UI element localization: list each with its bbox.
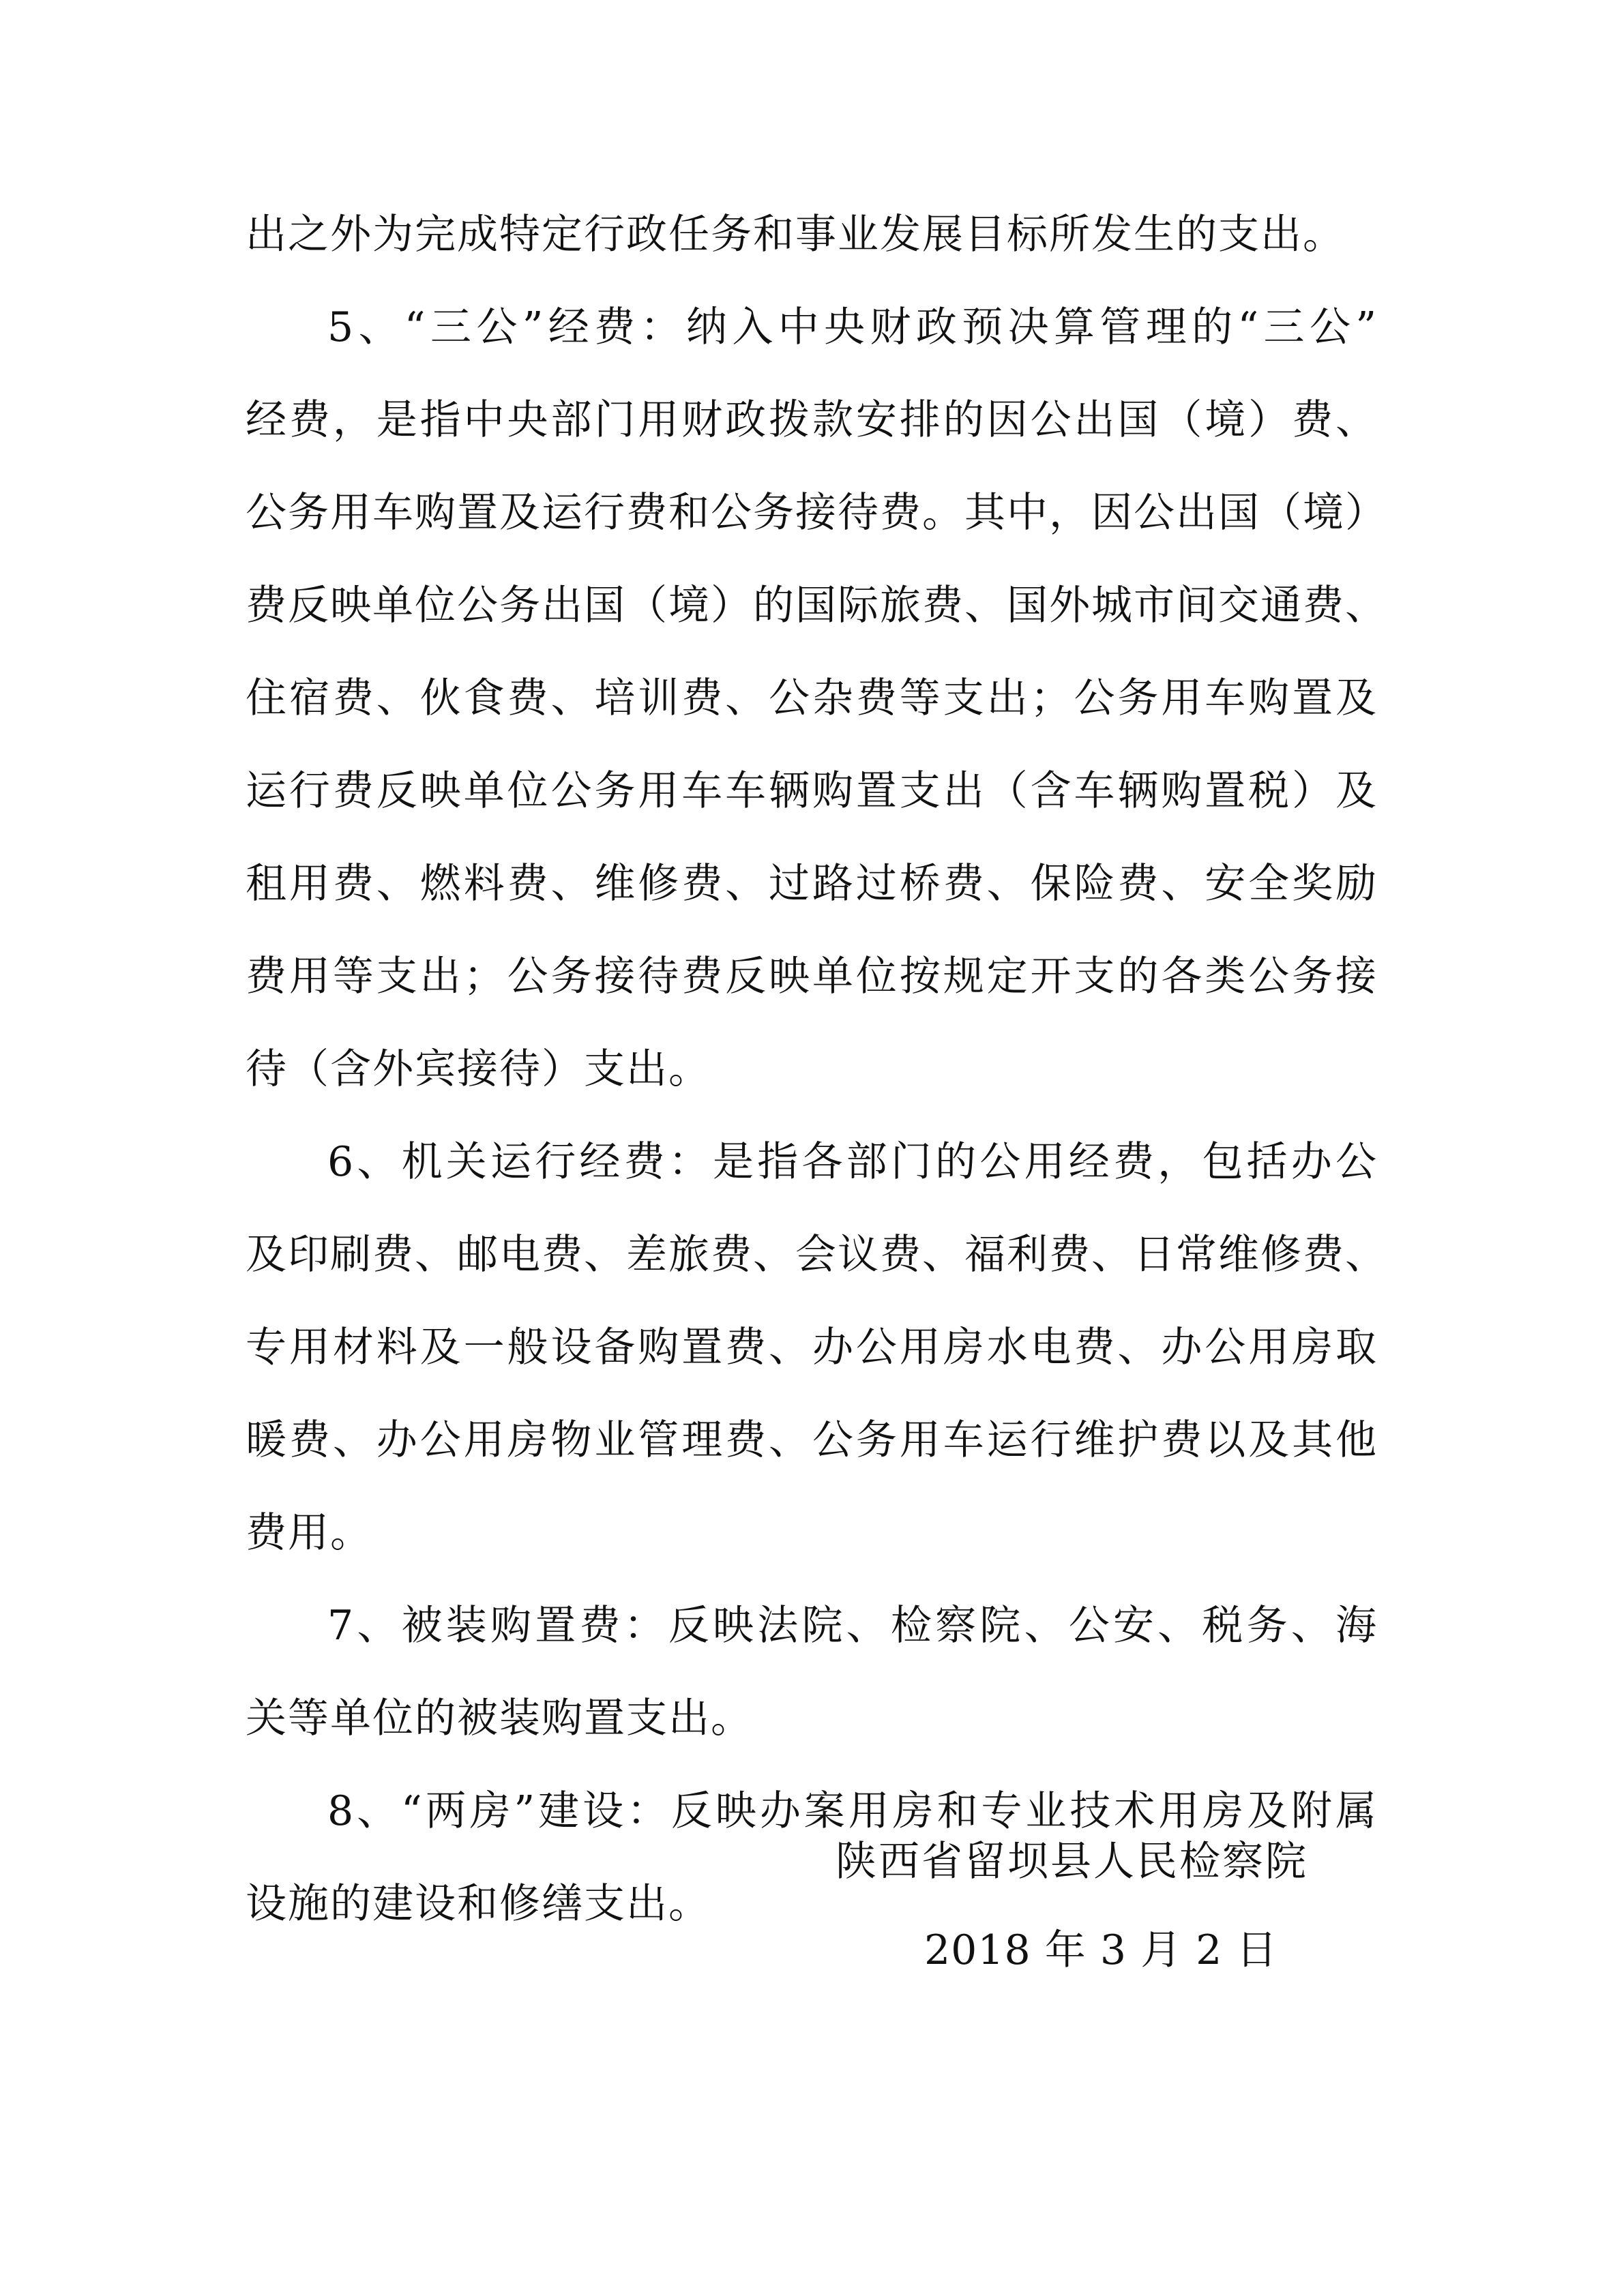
text-line: 专用材料及一般设备购置费、办公用房水电费、办公用房取 bbox=[246, 1324, 1378, 1371]
signature-organization: 陕西省留坝县人民检察院 bbox=[836, 1838, 1308, 1885]
text-line: 费用等支出；公务接待费反映单位按规定开支的各类公务接 bbox=[246, 953, 1378, 1000]
signature-date: 2018 年 3 月 2 日 bbox=[924, 1926, 1278, 1974]
text-line: 运行费反映单位公务用车车辆购置支出（含车辆购置税）及 bbox=[246, 767, 1378, 815]
document-body bbox=[246, 200, 1387, 1963]
text-line: 经费，是指中央部门用财政拨款安排的因公出国（境）费、 bbox=[246, 396, 1378, 444]
text-line: 6、机关运行经费：是指各部门的公用经费，包括办公 bbox=[327, 1138, 1378, 1186]
text-line: 费用。 bbox=[246, 1509, 372, 1557]
text-line: 租用费、燃料费、维修费、过路过桥费、保险费、安全奖励 bbox=[246, 860, 1378, 908]
text-line: 7、被装购置费：反映法院、检察院、公安、税务、海 bbox=[327, 1602, 1378, 1650]
text-line: 公务用车购置及运行费和公务接待费。其中，因公出国（境） bbox=[246, 489, 1387, 537]
text-line: 5、“三公”经费：纳入中央财政预决算管理的“三公” bbox=[327, 303, 1378, 351]
text-line: 出之外为完成特定行政任务和事业发展目标所发生的支出。 bbox=[246, 211, 1345, 258]
text-line: 暖费、办公用房物业管理费、公务用车运行维护费以及其他 bbox=[246, 1416, 1378, 1464]
text-line: 8、“两房”建设：反映办案用房和专业技术用房及附属 bbox=[327, 1787, 1378, 1835]
text-line: 设施的建设和修缮支出。 bbox=[246, 1880, 711, 1928]
text-line: 待（含外宾接待）支出。 bbox=[246, 1045, 711, 1093]
text-line: 费反映单位公务出国（境）的国际旅费、国外城市间交通费、 bbox=[246, 582, 1387, 629]
text-line: 及印刷费、邮电费、差旅费、会议费、福利费、日常维修费、 bbox=[246, 1231, 1387, 1279]
text-line: 关等单位的被装购置支出。 bbox=[246, 1695, 753, 1742]
text-line: 住宿费、伙食费、培训费、公杂费等支出；公务用车购置及 bbox=[246, 674, 1378, 722]
